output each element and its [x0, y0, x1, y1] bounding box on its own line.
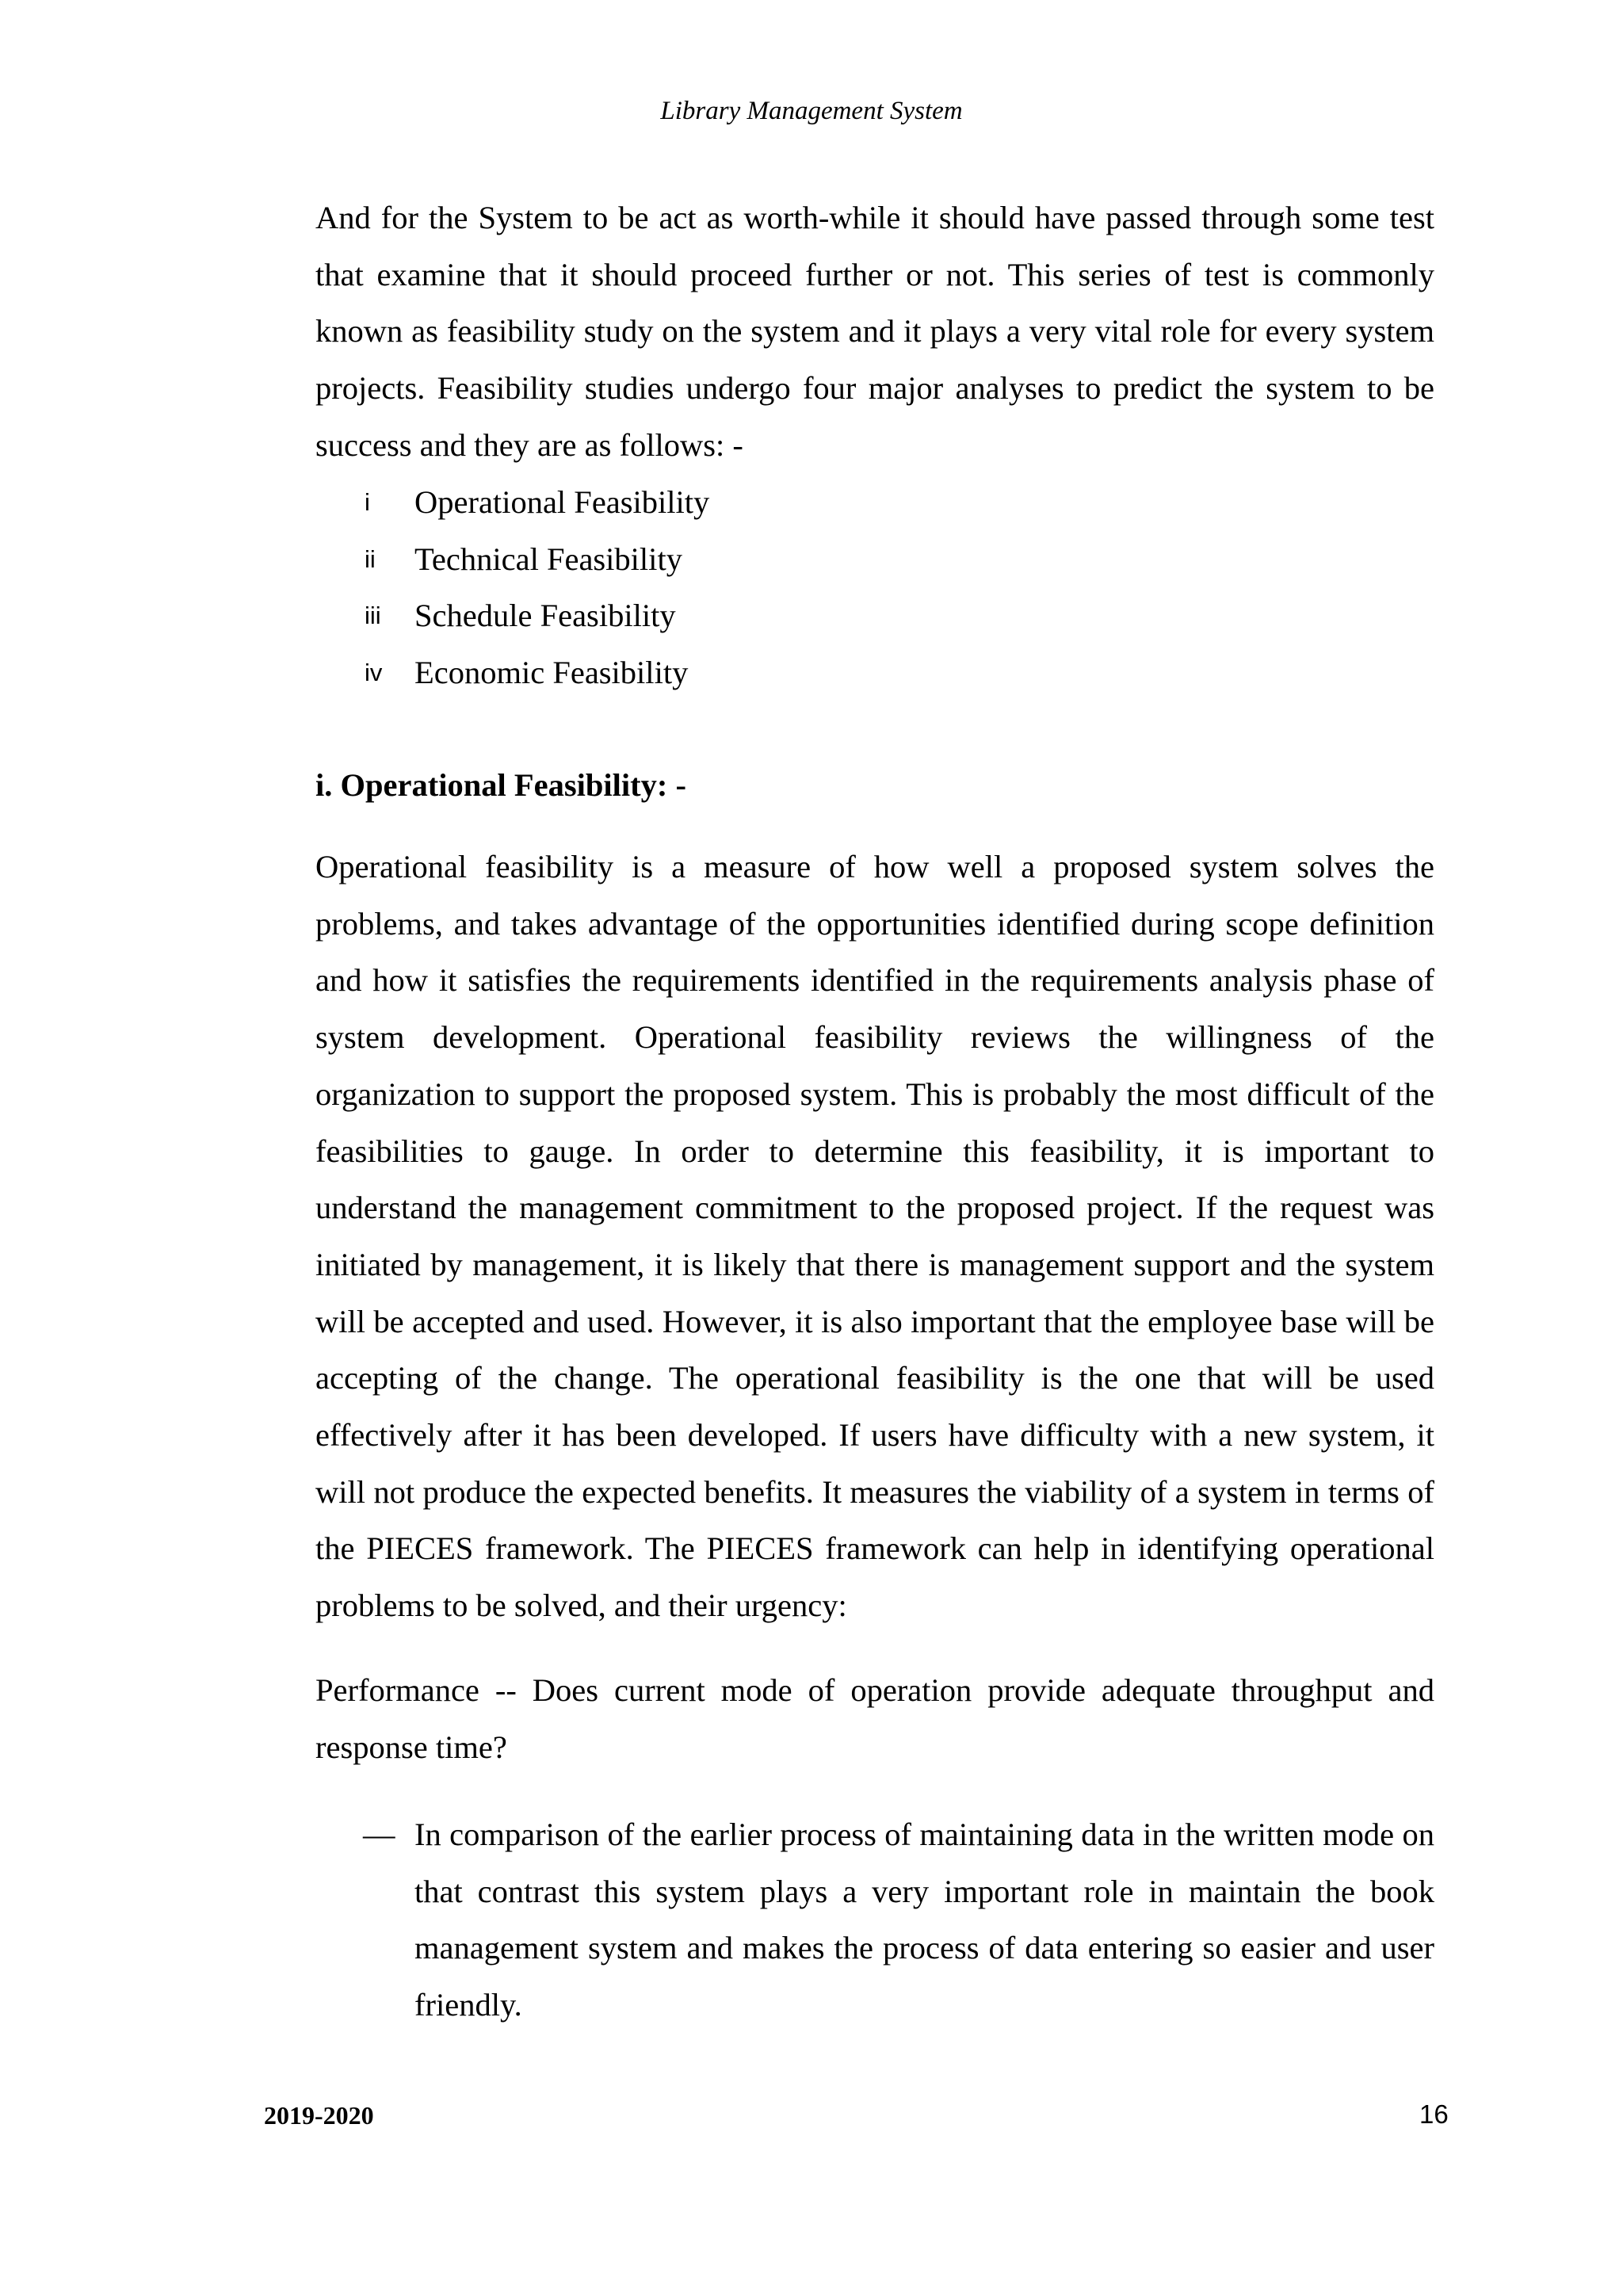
list-item-label: Schedule Feasibility — [414, 598, 676, 634]
footer-year: 2019-2020 — [264, 2101, 374, 2130]
list-numeral: ii — [365, 544, 376, 573]
list-item — [315, 474, 1029, 531]
performance-question: Performance -- Does current mode of operation provide adequate throughput and response time? — [315, 1672, 1434, 1765]
list-numeral: i — [365, 488, 370, 516]
list-numeral: iv — [365, 659, 383, 687]
list-item — [315, 531, 1029, 588]
page-number: 16 — [1419, 2099, 1449, 2129]
list-item-label: Economic Feasibility — [414, 655, 689, 691]
list-numeral: iii — [365, 602, 381, 630]
operational-feasibility-paragraph: Operational feasibility is a measure of how well a proposed system solves the problems, and takes advantage of the opportunities identified during scope definition and how it satisfies the requirements identified in the requirements analysis phase of system development. Operational feasibility reviews the willingness of the organization to support the proposed system. This is probably the most difficult of the feasibilities to gauge. In order to determine this feasibility, it is important to understand the management commitment to the proposed project. If the request was initiated by management, it is likely that there is management support and the system will be accepted and used. However, it is also important that the employee base will be accepting of the change. The operational feasibility is the one that will be used effectively after it has been developed. If users have difficulty with a new system, it will not produce the expected benefits. It measures the viability of a system in terms of the PIECES framework. The PIECES framework can help in identifying operational problems to be solved, and their urgency: — [315, 849, 1434, 1624]
list-item-label: Operational Feasibility — [414, 484, 710, 520]
feasibility-list — [315, 474, 1029, 701]
intro-paragraph: And for the System to be act as worth-while it should have passed through some test that examine that it should proceed further or not. This series of test is commonly known as feasibility study on the system and it plays a very vital role for every system projects. Feasibility studies undergo four major analyses to predict the system to be success and they are as follows: - — [315, 200, 1434, 463]
dash-bullet: — — [363, 1817, 395, 1852]
list-item — [315, 644, 1029, 701]
performance-answer: In comparison of the earlier process of maintaining data in the written mode on that contrast this system plays a very important role in maintain the book management system and makes the process of data entering so easier and user friendly. — [414, 1817, 1434, 2023]
list-item — [315, 587, 1029, 644]
list-item-label: Technical Feasibility — [414, 541, 682, 577]
running-header: Library Management System — [660, 97, 963, 125]
section-heading: i. Operational Feasibility: - — [315, 767, 686, 803]
